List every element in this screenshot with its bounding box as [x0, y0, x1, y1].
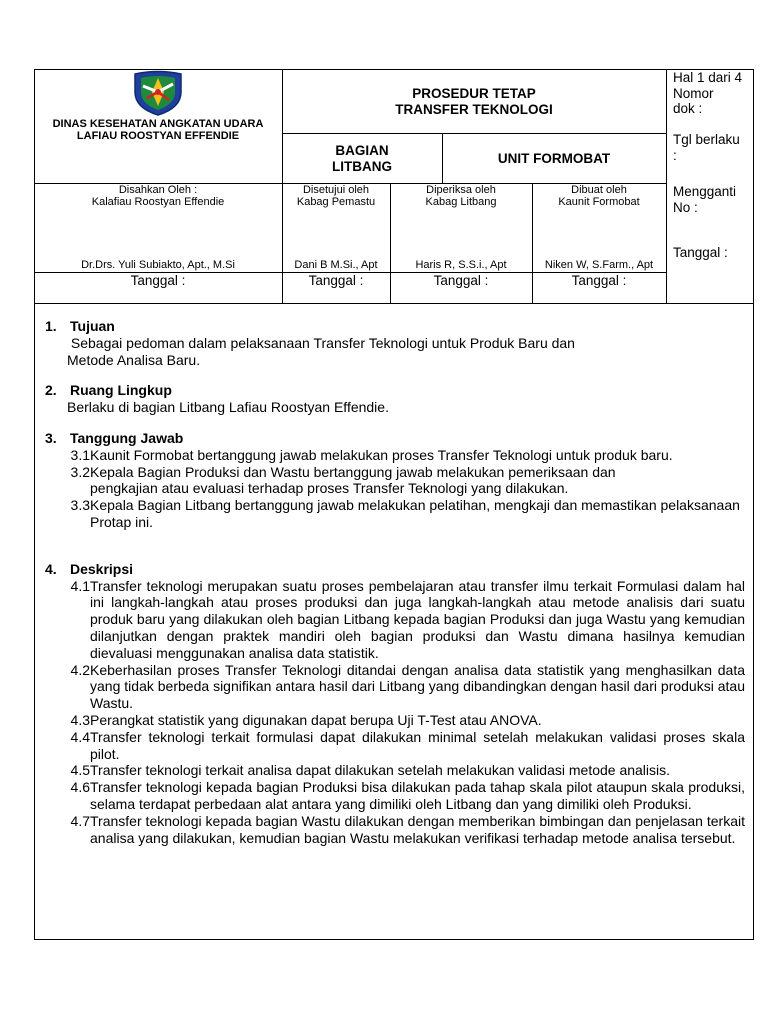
- list-item: [45, 447, 745, 464]
- item-number: 3.2: [70, 463, 90, 480]
- list-item: [45, 578, 745, 662]
- unit-name: UNIT FORMOBAT: [497, 151, 611, 166]
- date-label: Tanggal :: [673, 245, 728, 260]
- checker-title: Kabag Litbang: [425, 196, 497, 208]
- item-text: Transfer teknologi terkait formulasi dapat dilakukan minimal setelah melakukan validasi proses skala pilot.: [90, 728, 745, 762]
- section-title: Ruang Lingkup: [70, 382, 172, 399]
- agreed-title: Kabag Pemastu: [296, 196, 376, 208]
- checker-date: Tanggal :: [433, 273, 489, 288]
- list-item: [45, 497, 745, 531]
- section-title: Tanggung Jawab: [70, 429, 184, 446]
- air-force-emblem-icon: [131, 70, 185, 116]
- list-item: [45, 712, 745, 729]
- org-name-line1: DINAS KESEHATAN ANGKATAN UDARA: [52, 118, 264, 130]
- section-heading: [45, 318, 745, 335]
- doc-title-line2: TRANSFER TEKNOLOGI: [395, 102, 553, 117]
- approver-date: Tanggal :: [130, 273, 186, 288]
- divider: [282, 133, 666, 134]
- replaces-label-2: No :: [673, 200, 698, 215]
- item-number: 3.1: [70, 446, 90, 463]
- section-heading: [45, 561, 745, 578]
- item-number: 4.4: [70, 728, 90, 745]
- author-date: Tanggal :: [571, 273, 627, 288]
- list-item: [45, 813, 745, 847]
- item-number: 3.3: [70, 497, 90, 514]
- section-number: 1.: [45, 318, 57, 334]
- page-number: Hal 1 dari 4: [673, 70, 743, 85]
- approver-name: Dr.Drs. Yuli Subiakto, Apt., M.Si: [81, 259, 235, 271]
- department-line2: LITBANG: [332, 159, 392, 174]
- author-title: Kaunit Formobat: [558, 196, 640, 208]
- section-title: Deskripsi: [70, 560, 134, 577]
- item-text: Transfer teknologi kepada bagian Produksi bisa dilakukan pada tahap skala pilot ataupun skala produksi, selama terdapat perbedaan alat antara yang dimiliki oleh Litbang dan yang dimiliki oleh Produksi.: [90, 779, 745, 812]
- list-item: [45, 779, 745, 813]
- item-number: 4.5: [70, 762, 90, 779]
- author-role: Dibuat oleh: [571, 184, 627, 196]
- agreed-role: Disetujui oleh: [302, 184, 370, 196]
- list-item: [45, 662, 745, 712]
- item-text: Transfer teknologi terkait analisa dapat dilakukan setelah melakukan validasi metode analisis.: [90, 762, 671, 779]
- item-text: Keberhasilan proses Transfer Teknologi ditandai dengan analisa data statistik yang menghasilkan data yang tidak berbeda signifikan antara hasil dari Litbang yang dibandingkan dengan hasil dari produksi atau Wastu.: [90, 661, 745, 712]
- doc-title-line1: PROSEDUR TETAP: [412, 86, 536, 101]
- doc-number-label: Nomor: [673, 86, 714, 101]
- section-heading: [45, 382, 745, 399]
- effective-date-label-2: :: [673, 148, 677, 163]
- list-item: [45, 729, 745, 763]
- section-number: 2.: [45, 382, 57, 399]
- item-number: 4.7: [70, 812, 90, 829]
- item-text: Perangkat statistik yang digunakan dapat berupa Uji T-Test atau ANOVA.: [90, 711, 542, 728]
- item-text: Kepala Bagian Produksi dan Wastu bertanggung jawab melakukan pemeriksaan dan pengkajian atau evaluasi terhadap proses Transfer Teknologi yang dilakukan.: [90, 463, 616, 497]
- section-heading: [45, 430, 745, 447]
- item-number: 4.6: [70, 779, 90, 796]
- item-number: 4.2: [70, 661, 90, 678]
- divider: [34, 303, 754, 304]
- approver-role: Disahkan Oleh :: [118, 184, 198, 196]
- agreed-name: Dani B M.Si., Apt: [294, 259, 378, 271]
- org-name-line2: LAFIAU ROOSTYAN EFFENDIE: [76, 130, 240, 142]
- doc-number-label-2: dok :: [673, 101, 703, 116]
- replaces-label: Mengganti: [673, 184, 737, 199]
- paragraph: Berlaku di bagian Litbang Lafiau Roostyan Effendie.: [67, 399, 389, 416]
- list-item: [45, 762, 745, 779]
- paragraph: Metode Analisa Baru.: [67, 351, 201, 368]
- effective-date-label: Tgl berlaku: [673, 132, 740, 147]
- document-body: [45, 318, 745, 846]
- list-item: [45, 464, 745, 498]
- department-line1: BAGIAN: [335, 143, 389, 158]
- approver-title: Kalafiau Roostyan Effendie: [91, 196, 225, 208]
- author-name: Niken W, S.Farm., Apt: [544, 259, 654, 271]
- section-number: 4.: [45, 560, 57, 577]
- divider: [666, 69, 667, 303]
- section-title: Tujuan: [70, 318, 115, 334]
- checker-role: Diperiksa oleh: [426, 184, 496, 196]
- paragraph: Sebagai pedoman dalam pelaksanaan Transfer Teknologi untuk Produk Baru dan: [67, 334, 575, 351]
- checker-name: Haris R, S.S.i., Apt: [415, 259, 507, 271]
- item-number: 4.1: [70, 577, 90, 594]
- item-text: Transfer teknologi kepada bagian Wastu dilakukan dengan memberikan bimbingan dan penjelasan terkait analisa yang dilakukan, kemudian bagian Wastu melakukan verifikasi terhadap metode analisa tersebut.: [90, 812, 745, 846]
- item-text: Kepala Bagian Litbang bertanggung jawab melakukan pelatihan, mengkaji dan memastikan pelaksanaan Protap ini.: [90, 497, 740, 530]
- agreed-date: Tanggal :: [308, 273, 364, 288]
- item-number: 4.3: [70, 711, 90, 728]
- item-text: Transfer teknologi merupakan suatu proses pembelajaran atau transfer ilmu terkait Formulasi dalam hal ini langkah-langkah atau proses produksi dan juga langkah-langkah atau metode analisis dari suatu produk baru yang dilakukan oleh bagian Litbang kepada bagian Produksi dan juga Wastu yang kemudian dilanjutkan dengan praktek mandiri oleh bagian produksi dan Wastu dimana hasilnya kemudian dievaluasi menggunakan analisa data statistik.: [90, 577, 745, 661]
- section-number: 3.: [45, 429, 57, 446]
- item-text: Kaunit Formobat bertanggung jawab melakukan proses Transfer Teknologi untuk produk baru.: [90, 446, 673, 463]
